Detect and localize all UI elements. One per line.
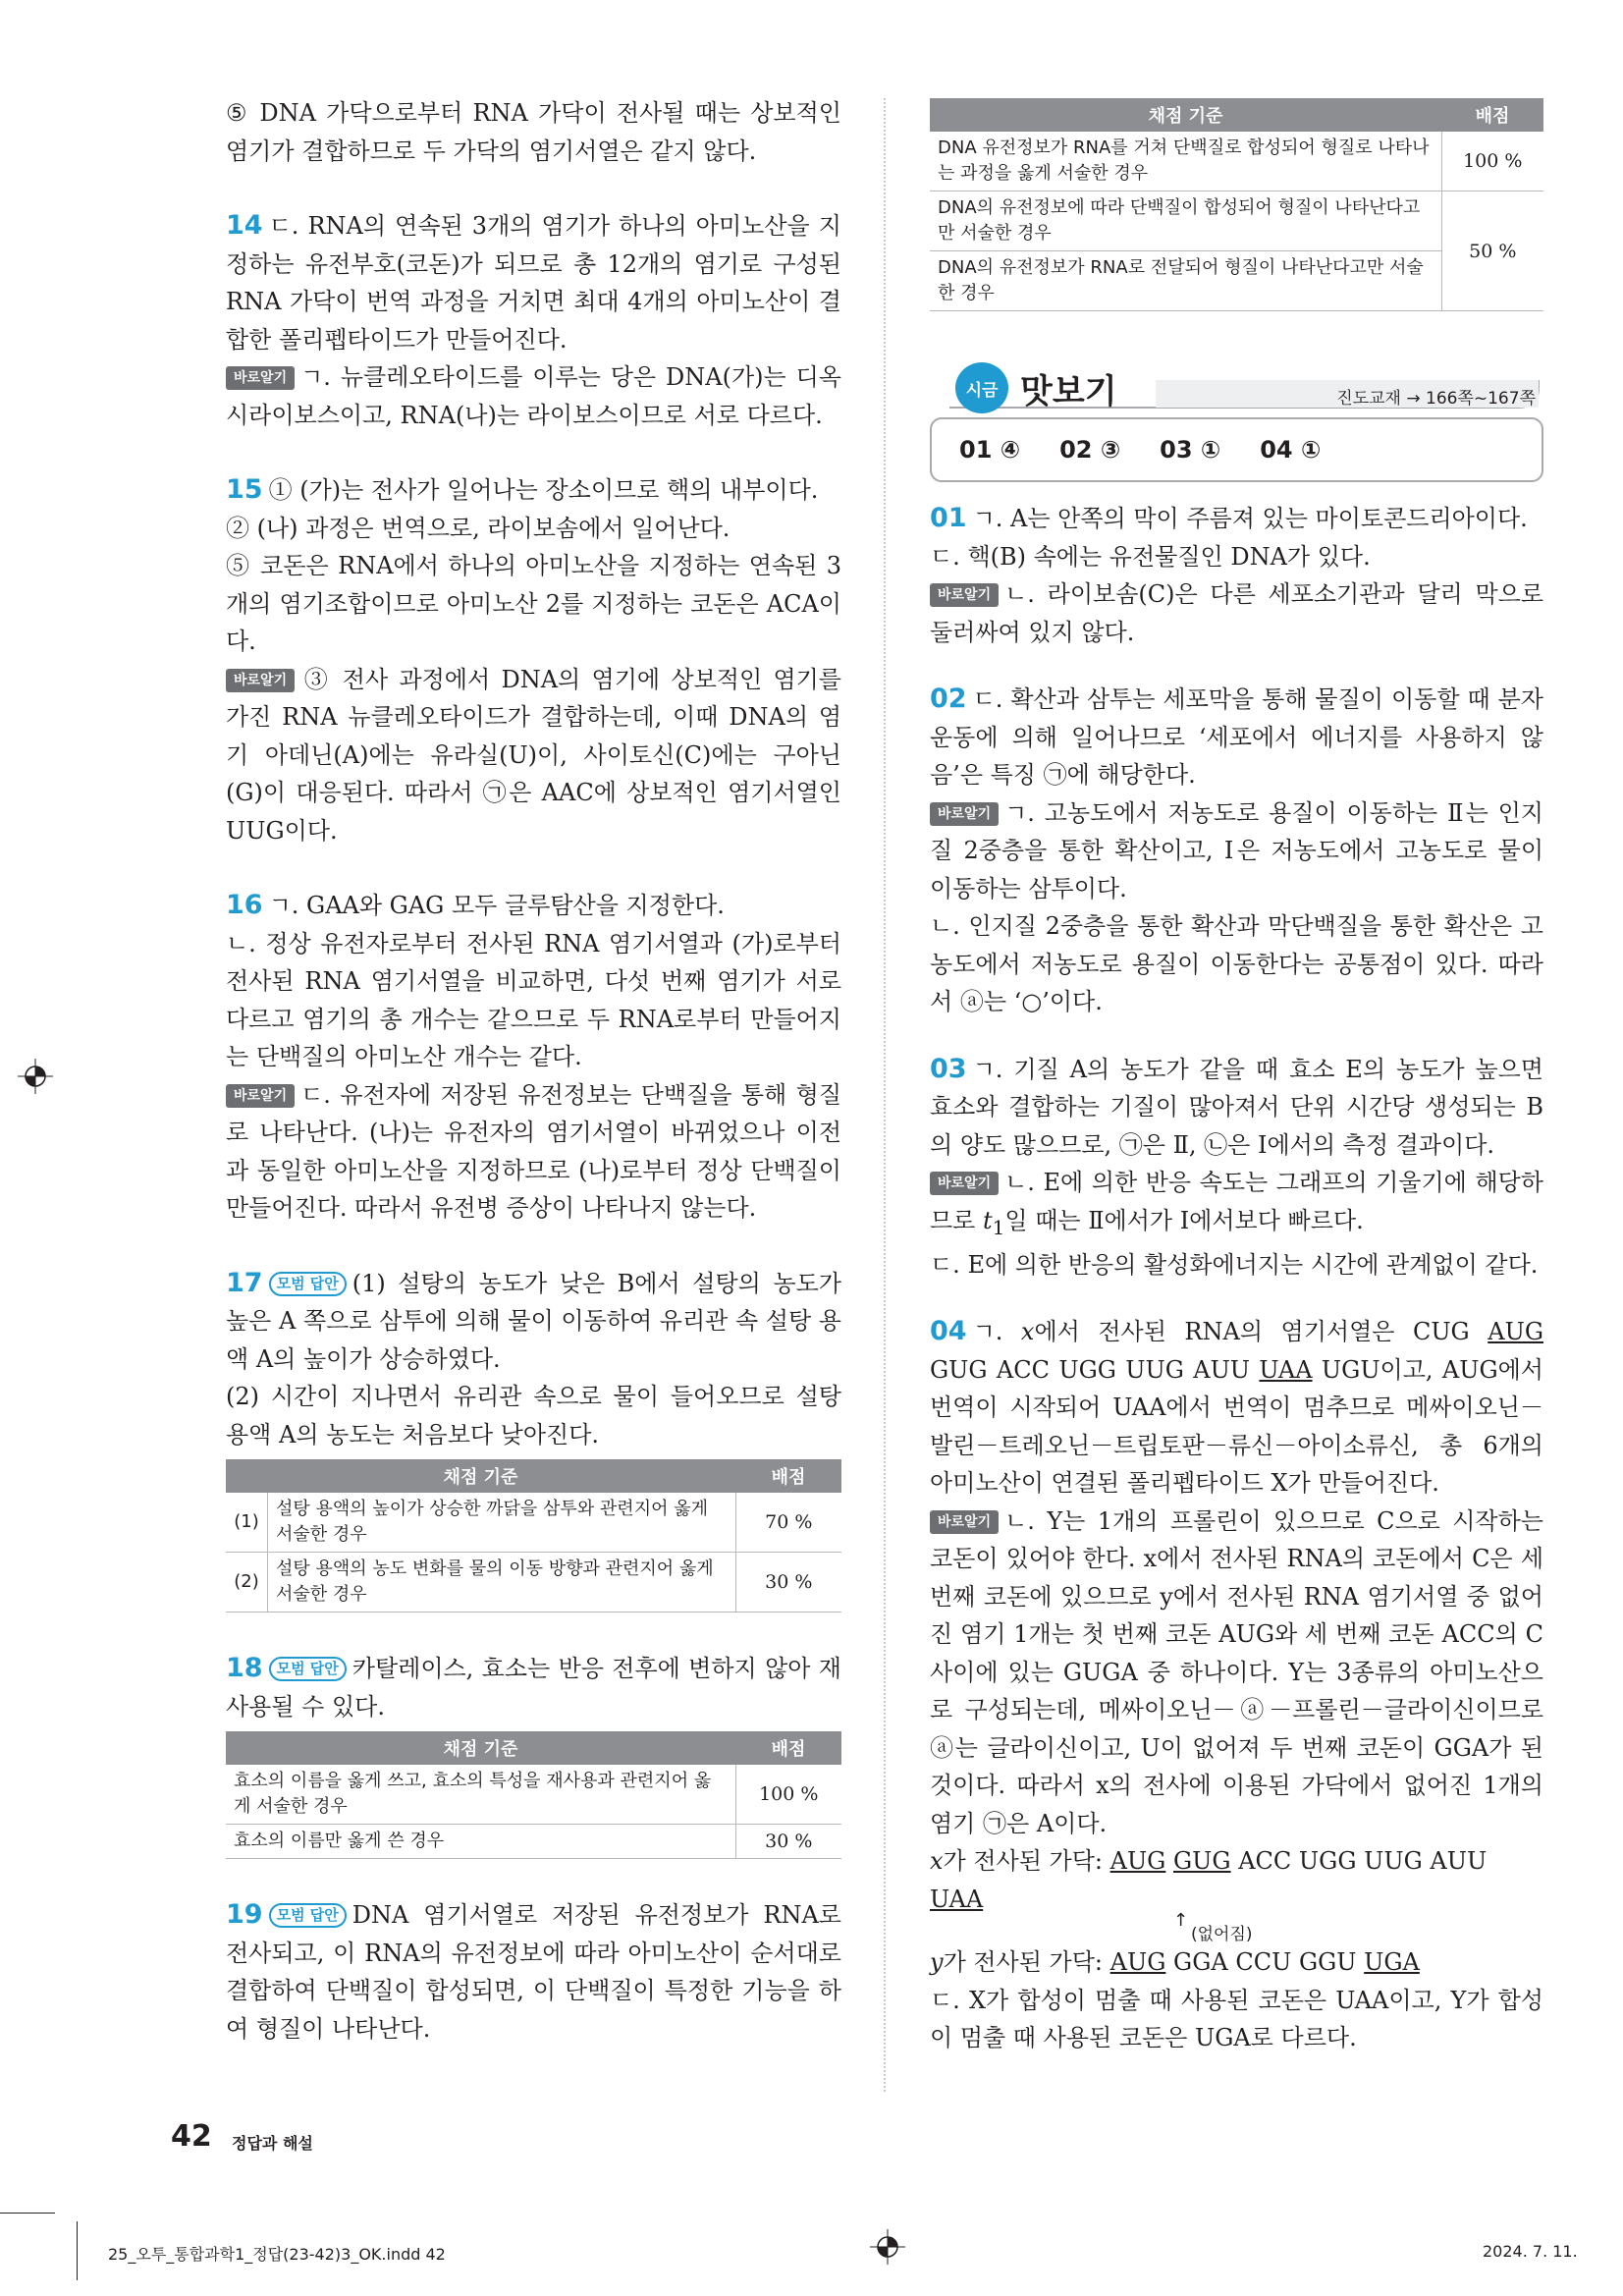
table-header-score: 배점 [735,1731,841,1765]
correction-tag: 바로알기 [226,669,295,692]
a03-fix2: ㄷ. E에 의한 반응의 활성화에너지는 시간에 관계없이 같다. [930,1250,1539,1279]
a03-line1: 03 ㄱ. 기질 A의 농도가 같을 때 효소 E의 농도가 높으면 효소와 결합하는 기질이 많아져서 단위 시간당 생성되는 B의 양도 많으므로, ㉠은 Ⅱ, ㉡은 Ⅰ에서의 측정 결과이다. [930,1053,1543,1159]
q16-line1: 16 ㄱ. GAA와 GAG 모두 글루탐산을 지정한다. [226,890,725,920]
correction-tag: 바로알기 [930,802,999,826]
q16-line2: ㄴ. 정상 유전자로부터 전사된 RNA 염기서열과 (가)로부터 전사된 RNA 염기서열을 비교하면, 다섯 번째 염기가 서로 다르고 염기의 총 개수는 같으므로 두 RNA로부터 만들어지는 단백질의 아미노산 개수는 같다. [226,929,841,1070]
q18-number: 18 [226,1653,263,1683]
q17-scoring-table [226,1459,841,1613]
table-header-criteria: 채점 기준 [930,98,1441,132]
table-row: 효소의 이름만 옳게 쓴 경우 30 % [226,1825,841,1859]
arrow-up-icon: ↑ [1173,1910,1189,1932]
print-date: 2024. 7. 11. [1483,2242,1578,2261]
section-badge: 시금 [955,362,1008,413]
a01-line2: ㄷ. 핵(B) 속에는 유전물질인 DNA가 있다. [930,542,1371,571]
q17-answer1: 17 모범 답안 (1) 설탕의 농도가 낮은 B에서 설탕의 농도가 높은 A 쪽으로 삼투에 의해 물이 이동하여 유리관 속 설탕 용액 A의 높이가 상승하였다. [226,1267,841,1373]
correction-tag: 바로알기 [930,583,999,607]
file-name: 25_오투_통합과학1_정답(23-42)3_OK.indd 42 [108,2245,446,2264]
a01-fix: 바로알기 ㄴ. 라이보솜(C)은 다른 세포소기관과 달리 막으로 둘러싸여 있지 않다. [930,580,1543,646]
q16-fix: 바로알기 ㄷ. 유전자에 저장된 유전정보는 단백질을 통해 형질로 나타난다. (나)는 유전자의 염기서열이 바뀌었으나 이전과 동일한 아미노산을 지정하므로 (나)로부터 정상 단백질이 만들어진다. 따라서 유전병 증상이 나타나지 않는다. [226,1080,841,1222]
q15-line2: ② (나) 과정은 번역으로, 라이보솜에서 일어난다. [226,514,730,542]
a02-number: 02 [930,683,967,714]
q19-answer: 19 모범 답안 DNA 염기서열로 저장된 유전정보가 RNA로 전사되고, 이 RNA의 유전정보에 따라 아미노산이 순서대로 결합하여 단백질이 합성되면, 이 단백질이 특정한 기능을 하여 형질이 나타난다. [226,1899,841,2043]
a02-fix2: ㄴ. 인지질 2중층을 통한 확산과 막단백질을 통한 확산은 고농도에서 저농도로 용질이 이동한다는 공통점이 있다. 따라서 ⓐ는 ‘○’이다. [930,912,1543,1015]
item-13-5: ⑤ DNA 가닥으로부터 RNA 가닥이 전사될 때는 상보적인 염기가 결합하므로 두 가닥의 염기서열은 같지 않다. [226,99,841,165]
crop-line-vertical [77,2221,78,2280]
textbook-ref: 진도교재 → 166쪽~167쪽 [1336,389,1536,409]
a02-line1: 02 ㄷ. 확산과 삼투는 세포막을 통해 물질이 이동할 때 분자 운동에 의해 일어나므로 ‘세포에서 에너지를 사용하지 않음’은 특징 ㉠에 해당한다. [930,683,1543,789]
page-number: 42 [171,2119,212,2154]
q14-fix: 바로알기 ㄱ. 뉴클레오타이드를 이루는 당은 DNA(가)는 디옥시라이보스이고, RNA(나)는 라이보스이므로 서로 다르다. [226,363,841,429]
q15-line3: ⑤ 코돈은 RNA에서 하나의 아미노산을 지정하는 연속된 3개의 염기조합이므로 아미노산 2를 지정하는 코돈은 ACA이다. [226,552,841,655]
correction-tag: 바로알기 [226,1084,295,1108]
a04-last: ㄷ. X가 합성이 멈출 때 사용된 코돈은 UAA이고, Y가 합성이 멈출 때 사용된 코돈은 UGA로 다르다. [930,1986,1543,2052]
answer-04: 04 ① [1260,436,1322,464]
registration-mark-bottom [870,2229,905,2265]
q14-text: 14 ㄷ. RNA의 연속된 3개의 염기가 하나의 아미노산을 지정하는 유전부호(코돈)가 되므로 총 12개의 염기로 구성된 RNA 가닥이 번역 과정을 거치면 최대 4개의 아미노산이 결합한 폴리펩타이드가 만들어진다. [226,210,841,354]
q14-number: 14 [226,210,263,241]
crop-line-left [0,2213,55,2214]
a03-fix1: 바로알기 ㄴ. E에 의한 반응 속도는 그래프의 기울기에 해당하므로 $t_1$일 때는 Ⅱ에서가 Ⅰ에서보다 빠르다. [930,1169,1543,1239]
table-header-score: 배점 [735,1459,841,1493]
table-row: (2) 설탕 용액의 농도 변화를 물의 이동 방향과 관련지어 옳게 서술한 경우 30 % [226,1553,841,1613]
a04-number: 04 [930,1316,967,1347]
registration-mark-left [18,1059,53,1094]
table-row: DNA의 유전정보가 RNA로 전달되어 형질이 나타난다고만 서술한 경우 [930,251,1543,311]
answer-03: 03 ① [1160,436,1221,464]
section-header [930,356,1543,494]
left-column [226,94,841,2048]
q19-scoring-table [930,98,1543,311]
table-header-criteria: 채점 기준 [226,1459,735,1493]
correction-tag: 바로알기 [930,1172,999,1195]
model-answer-tag: 모범 답안 [269,1657,347,1681]
a04-line1: 04 ㄱ. x에서 전사된 RNA의 염기서열은 CUG AUG GUG ACC UGG UUG AUU UAA UGU이고, AUG에서 번역이 시작되어 UAA에서 번역이 멈추므로 메싸이오닌－발린－트레오닌－트립토판－류신－아이소류신, 총 6개의 아미노산이 연결된 폴리펩타이드 X가 만들어진다. [930,1316,1543,1498]
table-header-score: 배점 [1441,98,1543,132]
model-answer-tag: 모범 답안 [269,1272,347,1296]
q15-number: 15 [226,474,263,505]
q15-line1: 15 ① (가)는 전사가 일어나는 장소이므로 핵의 내부이다. [226,474,819,505]
table-row: DNA의 유전정보에 따라 단백질이 합성되어 형질이 나타난다고만 서술한 경우 50 % [930,191,1543,251]
q17-number: 17 [226,1267,263,1298]
answer-02: 02 ③ [1059,436,1121,464]
table-row: DNA 유전정보가 RNA를 거쳐 단백질로 합성되어 형질로 나타나는 과정을 옳게 서술한 경우 100 % [930,132,1543,191]
right-column [930,98,1543,2057]
table-row: (1) 설탕 용액의 높이가 상승한 까닭을 삼투와 관련지어 옳게 서술한 경우 70 % [226,1493,841,1553]
a03-number: 03 [930,1053,967,1084]
correction-tag: 바로알기 [930,1510,999,1534]
answer-01: 01 ④ [959,436,1021,464]
x-strand-sequence: x가 전사된 가닥: AUG GUG ACC UGG UUG AUU UAA [930,1847,1488,1913]
y-strand-sequence: y가 전사된 가닥: AUG GGA CCU GGU UGA [930,1948,1420,1977]
column-divider [884,98,886,2092]
q18-scoring-table [226,1731,841,1859]
quick-answers [930,417,1543,482]
q18-answer: 18 모범 답안 카탈레이스, 효소는 반응 전후에 변하지 않아 재사용될 수 있다. [226,1653,841,1721]
page-label: 정답과 해설 [232,2134,313,2153]
q16-number: 16 [226,890,263,920]
model-answer-tag: 모범 답안 [269,1903,347,1928]
table-header-criteria: 채점 기준 [226,1731,735,1765]
section-title: 맛보기 [1020,372,1117,411]
correction-tag: 바로알기 [226,366,295,390]
q17-answer2: (2) 시간이 지나면서 유리관 속으로 물이 들어오므로 설탕 용액 A의 농도는 처음보다 낮아진다. [226,1383,841,1449]
a01-number: 01 [930,503,967,533]
table-row: 효소의 이름을 옳게 쓰고, 효소의 특성을 재사용과 관련지어 옳게 서술한 경우 100 % [226,1765,841,1825]
a02-fix1: 바로알기 ㄱ. 고농도에서 저농도로 용질이 이동하는 Ⅱ는 인지질 2중층을 통한 확산이고, Ⅰ은 저농도에서 고농도로 물이 이동하는 삼투이다. [930,798,1543,902]
a01-line1: 01 ㄱ. A는 안쪽의 막이 주름져 있는 마이토콘드리아이다. [930,503,1528,533]
q19-number: 19 [226,1899,263,1930]
q15-fix: 바로알기 ③ 전사 과정에서 DNA의 염기에 상보적인 염기를 가진 RNA 뉴클레오타이드가 결합하는데, 이때 DNA의 염기 아데닌(A)에는 유라실(U)이, 사이토신(C)에는 구아닌(G)이 대응된다. 따라서 ㉠은 AAC에 상보적인 염기서열인 UUG이다. [226,665,841,845]
a04-fix: 바로알기 ㄴ. Y는 1개의 프롤린이 있으므로 C으로 시작하는 코돈이 있어야 한다. x에서 전사된 RNA의 코돈에서 C은 세 번째 코돈에 있으므로 y에서 전사된 RNA 염기서열 중 없어진 염기 1개는 첫 번째 코돈 AUG와 세 번째 코돈 ACC의 C 사이에 있는 GUGA 중 하나이다. Y는 3종류의 아미노산으로 구성되는데, 메싸이오닌－ⓐ－프롤린－글라이신이므로 ⓐ는 글라이신이고, U이 없어져 두 번째 코돈이 GGA가 된 것이다. 따라서 x의 전사에 이용된 가닥에서 없어진 1개의 염기 ㉠은 A이다. [930,1506,1543,1837]
deleted-note: ↑ (없어짐) [1173,1910,1253,1945]
